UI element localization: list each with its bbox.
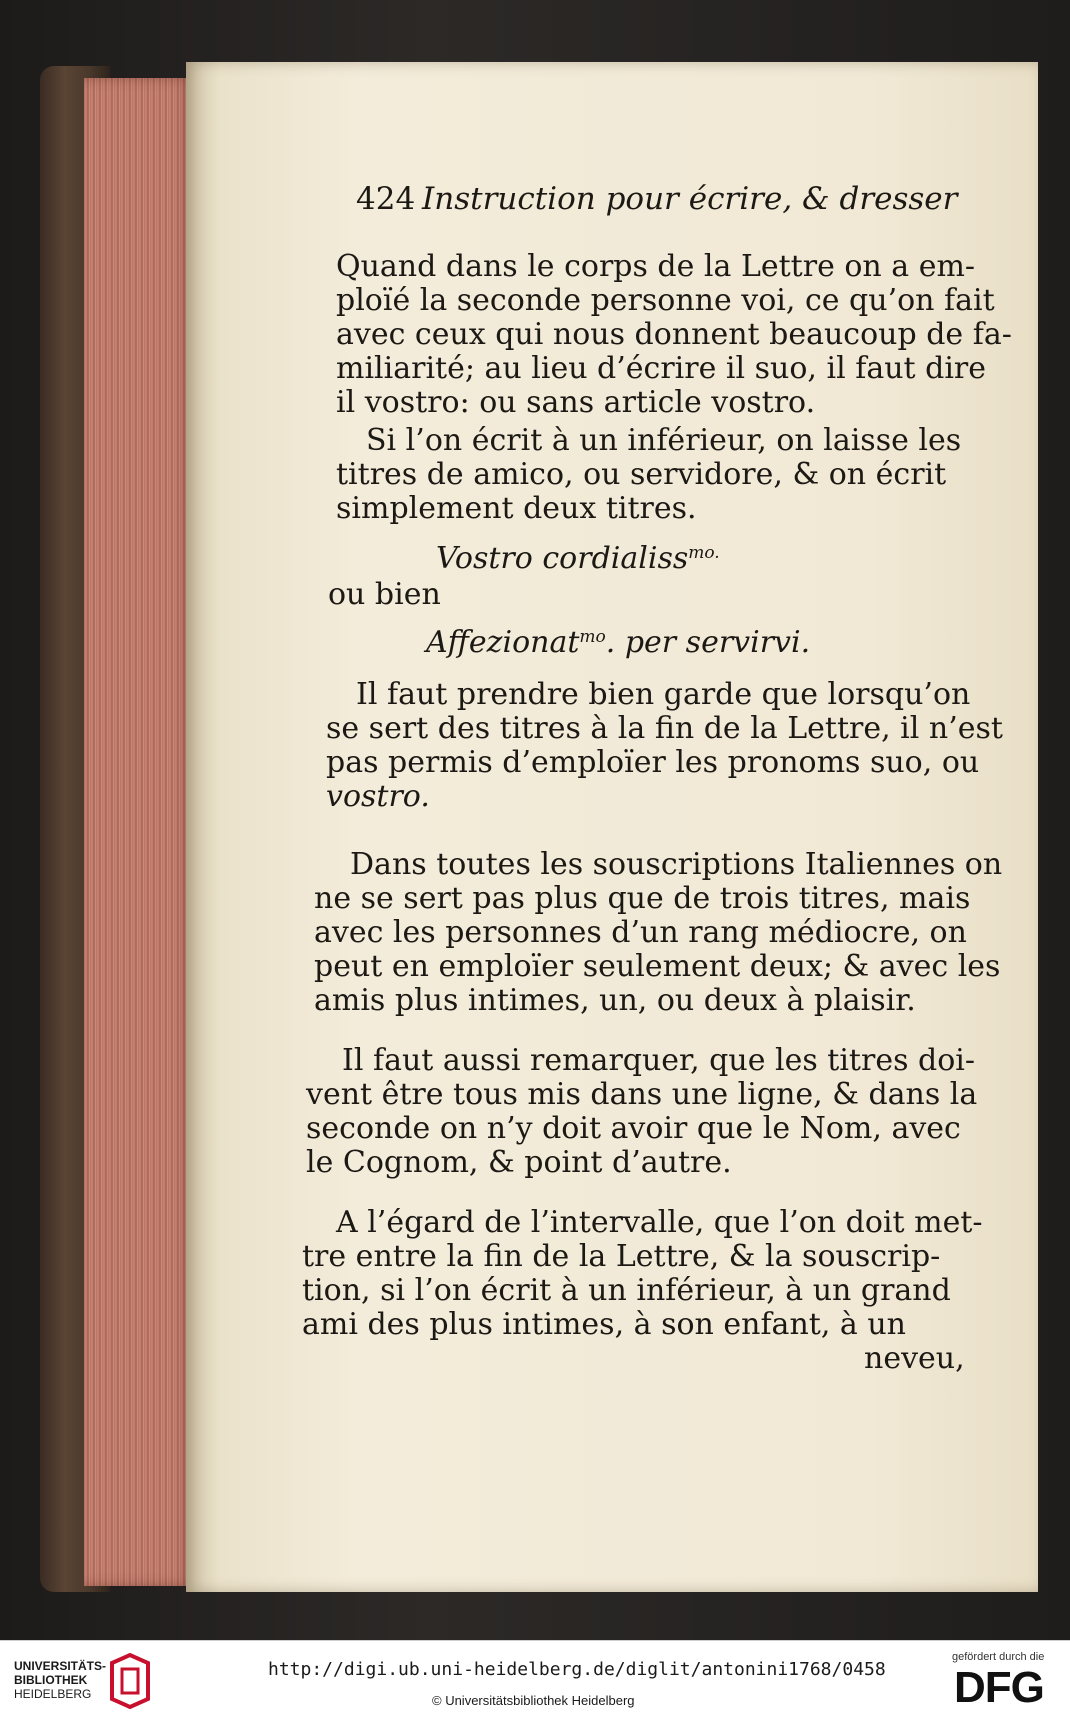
text-line: ami des plus intimes, à son enfant, à un [302, 1307, 906, 1342]
text-line: ou bien [328, 577, 441, 612]
library-logo-text [14, 1659, 106, 1701]
text-line: se sert des titres à la fin de la Lettre, il n’est [326, 711, 1003, 746]
text-line: Quand dans le corps de la Lettre on a em- [336, 249, 976, 284]
text-line: seconde on n’y doit avoir que le Nom, avec [306, 1111, 961, 1146]
library-name-line: HEIDELBERG [14, 1687, 92, 1701]
text-line: titres de amico, ou servidore, & on écrit [336, 457, 947, 492]
text-line: tre entre la fin de la Lettre, & la souscrip- [302, 1239, 941, 1274]
permalink-url[interactable]: http://digi.ub.uni-heidelberg.de/diglit/antonini1768/0458 [268, 1659, 886, 1680]
text-line: le Cognom, & point d’autre. [306, 1145, 732, 1180]
book-page [186, 62, 1038, 1592]
text-line: Dans toutes les souscriptions Italiennes on [350, 847, 1003, 882]
text-line: pas permis d’emploïer les pronoms suo, ou [326, 745, 980, 780]
example-title-line [426, 620, 810, 660]
library-name-line: UNIVERSITÄTS- [14, 1659, 107, 1673]
library-name-line: BIBLIOTHEK [14, 1673, 88, 1687]
text-line: tion, si l’on écrit à un inférieur, à un grand [302, 1273, 951, 1308]
running-title: Instruction pour écrire, & dresser [422, 181, 958, 217]
text-line: ne se sert pas plus que de trois titres, mais [314, 881, 971, 916]
text-line: avec ceux qui nous donnent beaucoup de fa- [336, 317, 1012, 352]
page-number: 424 [356, 181, 416, 217]
text-line: miliarité; au lieu d’écrire il suo, il faut dire [336, 351, 987, 386]
text-line: ploïé la seconde personne voi, ce qu’on fait [336, 283, 995, 318]
sponsor-note: gefördert durch die [952, 1651, 1045, 1663]
copyright-text: © Universitätsbibliothek Heidelberg [432, 1693, 635, 1708]
example-text: . per servirvi. [605, 625, 811, 660]
dfg-logo: DFG [954, 1663, 1044, 1712]
text-line: Il faut prendre bien garde que lorsqu’on [356, 677, 971, 712]
text-line: peut en emploïer seulement deux; & avec les [314, 949, 1001, 984]
text-line: simplement deux titres. [336, 491, 697, 526]
superscript: mo [579, 627, 606, 647]
viewer-footer [0, 1640, 1070, 1719]
example-text: Affezionat [426, 625, 580, 660]
superscript: mo. [688, 543, 720, 563]
text-line: Si l’on écrit à un inférieur, on laisse les [366, 423, 962, 458]
example-text: Vostro cordialiss [436, 541, 689, 576]
text-line: avec les personnes d’un rang médiocre, on [314, 915, 967, 950]
example-title-line [436, 536, 720, 576]
red-page-edges [84, 78, 194, 1586]
library-logo-icon [108, 1653, 152, 1709]
text-line: vent être tous mis dans une ligne, & dans la [306, 1077, 978, 1112]
text-line: A l’égard de l’intervalle, que l’on doit met- [336, 1205, 983, 1240]
catchword: neveu, [864, 1341, 965, 1376]
text-line: vostro. [326, 779, 430, 814]
text-line: Il faut aussi remarquer, que les titres doi- [342, 1043, 976, 1078]
text-line: il vostro: ou sans article vostro. [336, 385, 816, 420]
text-line: amis plus intimes, un, ou deux à plaisir. [314, 983, 916, 1018]
